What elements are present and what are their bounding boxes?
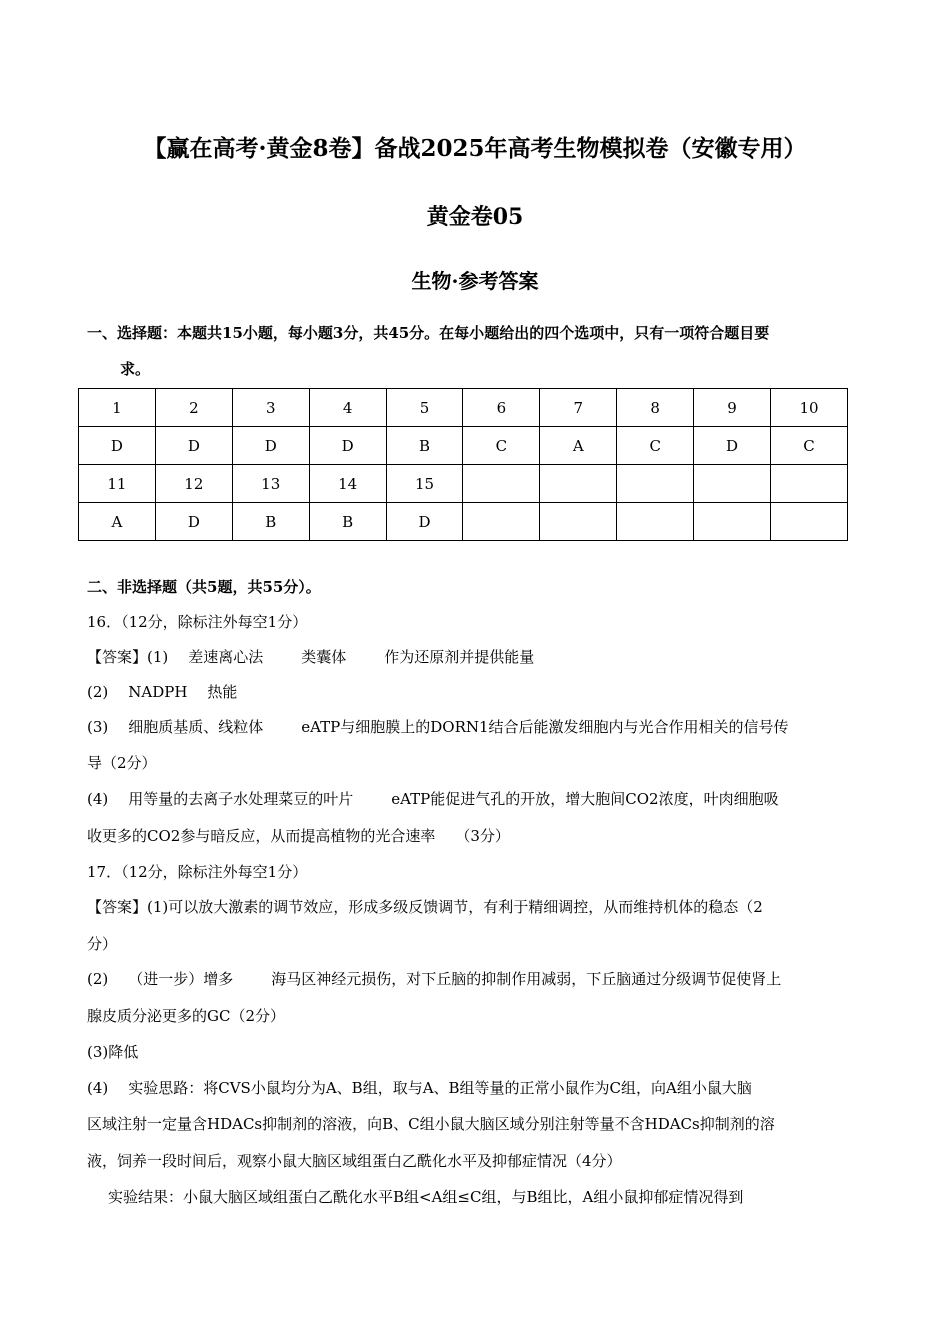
answer-part: NADPH	[128, 683, 188, 701]
answer-cell	[463, 503, 540, 541]
q17-answer-3: (3)降低	[87, 1043, 139, 1061]
question-number	[694, 465, 771, 503]
answer-cell: B	[386, 427, 463, 465]
table-row	[79, 465, 848, 503]
answer-cell: A	[79, 503, 156, 541]
answer-part: 差速离心法	[188, 648, 264, 666]
section2-heading: 二、非选择题（共5题，共55分）。	[87, 578, 321, 596]
question-number	[463, 465, 540, 503]
q17-answer-1-cont: 分）	[87, 935, 118, 953]
answer-cell: C	[771, 427, 848, 465]
question-number: 13	[232, 465, 309, 503]
answer-cell: C	[617, 427, 694, 465]
q16-answer-2	[87, 681, 237, 702]
answer-cell	[540, 503, 617, 541]
question-number: 3	[232, 389, 309, 427]
answer-part: 热能	[207, 683, 238, 701]
q17-heading: 17．（12分，除标注外每空1分）	[87, 863, 308, 881]
answer-part: 海马区神经元损伤，对下丘脑的抑制作用减弱，下丘脑通过分级调节促使肾上	[271, 970, 782, 988]
answer-part: eATP与细胞膜上的DORN1结合后能激发细胞内与光合作用相关的信号传	[301, 718, 789, 736]
q17-answer-2	[87, 968, 781, 989]
answer-cell: C	[463, 427, 540, 465]
answer-title: 生物·参考答案	[411, 269, 539, 293]
section1-heading-cont: 求。	[120, 360, 151, 378]
question-number: 7	[540, 389, 617, 427]
answer-cell: D	[155, 503, 232, 541]
q17-answer-4-cont2: 液，饲养一段时间后，观察小鼠大脑区域组蛋白乙酰化水平及抑郁症情况（4分）	[87, 1152, 622, 1170]
answer-cell	[771, 503, 848, 541]
answer-part: （进一步）增多	[128, 970, 234, 988]
answer-part: 用等量的去离子水处理菜豆的叶片	[128, 790, 354, 808]
question-number: 6	[463, 389, 540, 427]
answer-part: 实验思路：将CVS小鼠均分为A、B组，取与A、B组等量的正常小鼠作为C组，向A组小鼠大脑	[128, 1079, 752, 1097]
answer-table	[78, 388, 848, 541]
answer-cell: D	[79, 427, 156, 465]
answer-cell: D	[309, 427, 386, 465]
q17-answer-1: 【答案】(1)可以放大激素的调节效应，形成多级反馈调节，有利于精细调控，从而维持机体的稳态（2	[87, 898, 763, 916]
question-number: 4	[309, 389, 386, 427]
question-number: 1	[79, 389, 156, 427]
answer-cell: B	[232, 503, 309, 541]
question-number	[540, 465, 617, 503]
answer-cell: B	[309, 503, 386, 541]
q17-answer-4-cont: 区域注射一定量含HDACs抑制剂的溶液，向B、C组小鼠大脑区域分别注射等量不含HDACs抑制剂的溶	[87, 1115, 775, 1133]
answer-part: 作为还原剂并提供能量	[384, 648, 535, 666]
answer-cell: D	[386, 503, 463, 541]
question-number: 15	[386, 465, 463, 503]
section1-heading: 一、选择题：本题共15小题，每小题3分，共45分。在每小题给出的四个选项中，只有一项符合题目要	[87, 324, 770, 342]
question-number: 8	[617, 389, 694, 427]
sub-number: (4)	[87, 790, 109, 808]
question-number: 5	[386, 389, 463, 427]
answer-part: 收更多的CO2参与暗反应，从而提高植物的光合速率	[87, 827, 436, 845]
q17-answer-4	[87, 1077, 752, 1098]
q16-answer-1	[87, 646, 534, 667]
answer-cell	[617, 503, 694, 541]
q17-result: 实验结果：小鼠大脑区域组蛋白乙酰化水平B组<A组≤C组，与B组比，A组小鼠抑郁症情况得到	[108, 1188, 744, 1206]
question-number: 11	[79, 465, 156, 503]
q16-answer-3-cont: 导（2分）	[87, 754, 157, 772]
score-note: （3分）	[455, 827, 510, 845]
answer-part: eATP能促进气孔的开放，增大胞间CO2浓度，叶肉细胞吸	[391, 790, 779, 808]
answer-cell	[694, 503, 771, 541]
q16-answer-4	[87, 788, 779, 809]
answer-cell: D	[155, 427, 232, 465]
sub-number: (2)	[87, 683, 109, 701]
answer-part: 细胞质基质、线粒体	[128, 718, 264, 736]
paper-subtitle: 黄金卷05	[426, 204, 524, 230]
answer-cell: D	[232, 427, 309, 465]
question-number: 14	[309, 465, 386, 503]
q17-answer-2-cont: 腺皮质分泌更多的GC（2分）	[87, 1007, 286, 1025]
question-number: 12	[155, 465, 232, 503]
answer-cell: A	[540, 427, 617, 465]
question-number: 2	[155, 389, 232, 427]
table-row	[79, 427, 848, 465]
document-title: 【赢在高考·黄金8卷】备战2025年高考生物模拟卷（安徽专用）	[143, 135, 807, 162]
question-number	[771, 465, 848, 503]
sub-number: (4)	[87, 1079, 109, 1097]
table-row	[79, 503, 848, 541]
answer-cell: D	[694, 427, 771, 465]
q16-answer-4-cont	[87, 825, 510, 846]
q16-heading: 16．（12分，除标注外每空1分）	[87, 613, 308, 631]
question-number: 9	[694, 389, 771, 427]
sub-number: (3)	[87, 718, 109, 736]
answer-part: 类囊体	[301, 648, 347, 666]
table-row	[79, 389, 848, 427]
sub-number: (2)	[87, 970, 109, 988]
q16-answer-3	[87, 716, 789, 737]
answer-label: 【答案】(1)	[87, 648, 169, 666]
question-number	[617, 465, 694, 503]
question-number: 10	[771, 389, 848, 427]
